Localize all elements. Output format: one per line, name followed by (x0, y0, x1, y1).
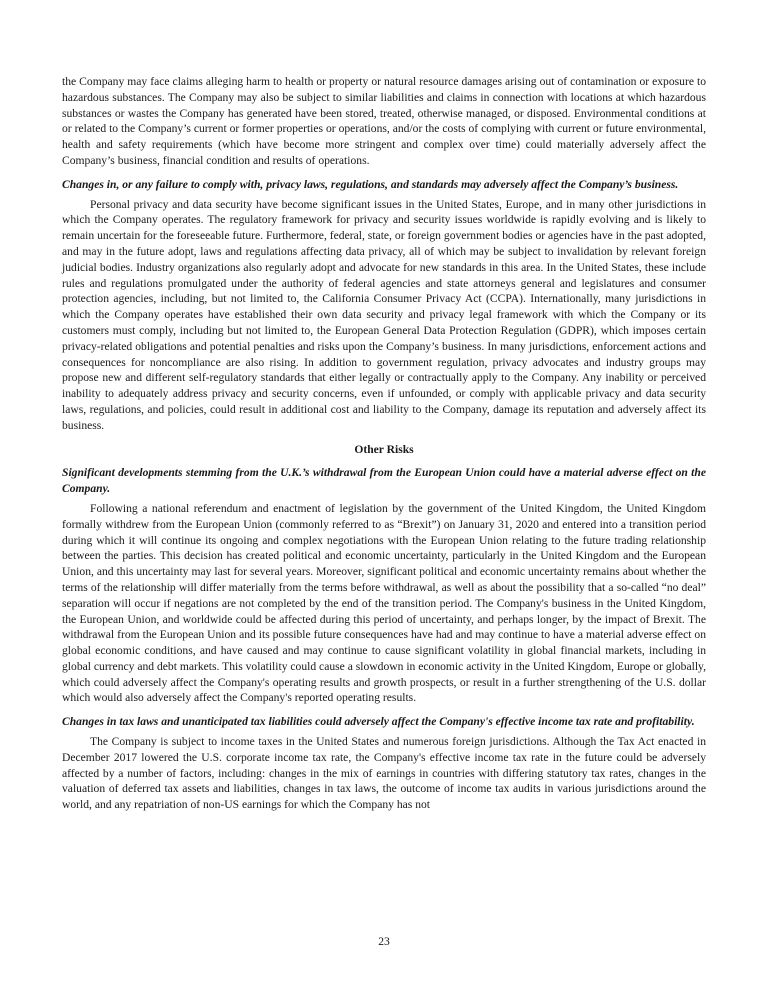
page-number: 23 (378, 935, 390, 948)
heading-brexit-risk: Significant developments stemming from the U.K.’s withdrawal from the European Union could have a material adverse effect on the Company. (62, 466, 706, 496)
paragraph-brexit: Following a national referendum and enactment of legislation by the government of the United Kingdom, the United Kingdom formally withdrew from the European Union (commonly referred to as “Brexit”) on January 31, 2020 and entered into a transition period during which it will continue its ongoing and complex negotiations with the European Union relating to the future trading relationship between the parties. This decision has created political and economic uncertainty, particularly in the United Kingdom and the European Union, and this uncertainty may last for several years. Moreover, significant political and economic uncertainty remains about whether the terms of the relationship will differ materially from the terms before withdrawal, as well as about the possibility that a so-called “no deal” separation will occur if negations are not completed by the end of the transition period. The Company's business in the United Kingdom, the European Union, and worldwide could be affected during this period of uncertainty, and perhaps longer, by the impact of Brexit. The withdrawal from the European Union and its possible future consequences have had and may continue to have a material adverse effect on global economic conditions, and have caused and may continue to cause significant volatility in global financial markets, including in global currency and debt markets. This volatility could cause a slowdown in economic activity in the United Kingdom, Europe or globally, which could adversely affect the Company's operating results and growth prospects, or result in a further strengthening of the U.S. dollar which would also adversely affect the Company's reported operating results. (62, 501, 706, 705)
heading-privacy-risk: Changes in, or any failure to comply with, privacy laws, regulations, and standards may adversely affect the Company’s business. (62, 177, 679, 191)
paragraph-environmental-continued: the Company may face claims alleging harm to health or property or natural resource damages arising out of contamination or exposure to hazardous substances. The Company may also be subject to similar liabilities and claims in connection with locations at which hazardous substances or wastes the Company has generated have been stored, treated, otherwise managed, or disposed. Environmental conditions at or related to the Company’s current or former properties or operations, and/or the costs of complying with current or future environmental, health and safety requirements (which have become more stringent and complex over time) could materially adversely affect the Company’s business, financial condition and results of operations. (62, 75, 706, 167)
section-heading-other-risks: Other Risks (354, 442, 414, 456)
paragraph-privacy: Personal privacy and data security have become significant issues in the United States, Europe, and in many other jurisdictions in which the Company operates. The regulatory framework for privacy and security issues worldwide is rapidly evolving and is likely to remain uncertain for the foreseeable future. Furthermore, federal, state, or foreign government bodies or agencies have in the past adopted, and may in the future adopt, laws and regulations affecting data privacy, all of which may be subject to invalidation by relevant foreign judicial bodies. Industry organizations also regularly adopt and advocate for new standards in this area. In the United States, these include rules and regulations promulgated under the authority of federal agencies and state attorneys general and legislatures and consumer protection agencies, including, but not limited to, the California Consumer Privacy Act (CCPA). Internationally, many jurisdictions in which the Company operates have established their own data security and privacy legal framework with which the Company or its customers must comply, including but not limited to, the European General Data Protection Regulation (GDPR), which imposes certain privacy-related obligations and potential penalties and risks upon the Company’s business. In many jurisdictions, enforcement actions and consequences for noncompliance are also rising. In addition to government regulation, privacy advocates and industry groups may propose new and different self-regulatory standards that either legally or contractually apply to the Company. Any inability or perceived inability to adequately address privacy and security concerns, even if unfounded, or comply with applicable privacy and data security laws, regulations, and policies, could result in additional cost and liability to the Company, damage its reputation and adversely affect its business. (62, 197, 706, 432)
document-page (62, 74, 706, 821)
paragraph-tax: The Company is subject to income taxes in the United States and numerous foreign jurisdictions. Although the Tax Act enacted in December 2017 lowered the U.S. corporate income tax rate, the Company's effective income tax rate in the future could be adversely affected by a number of factors, including: changes in the mix of earnings in countries with differing statutory tax rates, changes in the valuation of deferred tax assets and liabilities, changes in tax laws, the outcome of income tax audits in various jurisdictions around the world, and any repatriation of non-US earnings for which the Company has not (62, 735, 706, 812)
heading-tax-risk: Changes in tax laws and unanticipated tax liabilities could adversely affect the Company's effective income tax rate and profitability. (62, 715, 695, 729)
